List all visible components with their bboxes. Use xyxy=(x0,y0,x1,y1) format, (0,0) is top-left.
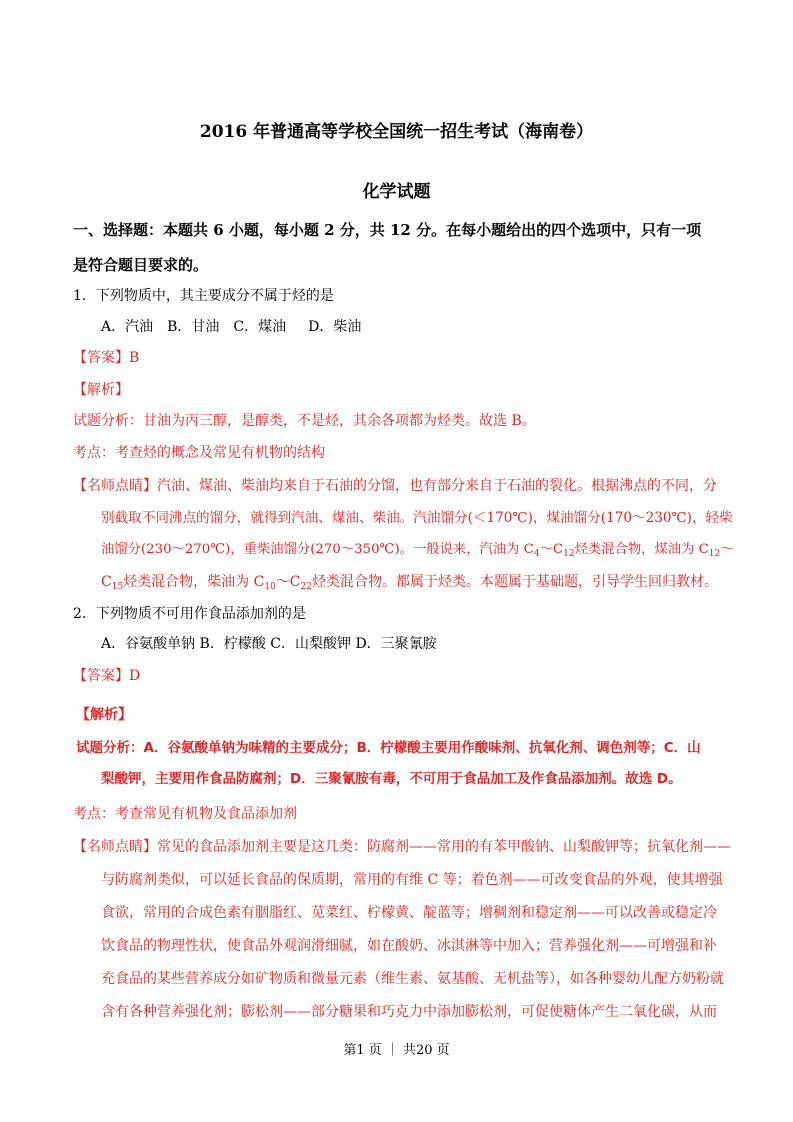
question-2-stem: 2．下列物质不可用作食品添加剂的是 xyxy=(73,606,306,622)
page-footer: 第1 页 ｜ 共20 页 xyxy=(343,1043,450,1058)
section-heading-line1: 一、选择题：本题共 6 小题，每小题 2 分，共 12 分。在每小题给出的四个选项中，只有一项 xyxy=(73,221,702,239)
option-c: C．煤油 xyxy=(233,319,287,335)
tip-label: 【名师点睛】 xyxy=(73,839,157,855)
question-1-options xyxy=(101,317,375,337)
question-2-tip-line5: 充食品的某些营养成分如矿物质和微量元素（维生素、氨基酸、无机盐等），如各种婴幼儿配方奶粉就 xyxy=(101,971,724,987)
section-heading-line2: 是符合题目要求的。 xyxy=(73,256,209,274)
question-1-point: 考点：考查烃的概念及常见有机物的结构 xyxy=(73,445,325,461)
question-2-point: 考点：考查常见有机物及食品添加剂 xyxy=(73,806,297,822)
question-2-tip-line3: 食欲，常用的合成色素有胭脂红、苋菜红、柠檬黄、靛蓝等；增稠剂和稳定剂——可以改善或稳定冷 xyxy=(101,905,717,921)
question-1-analysis: 试题分析：甘油为丙三醇，是醇类，不是烃，其余各项都为烃类。故选 B。 xyxy=(73,413,536,429)
page-subtitle: 化学试题 xyxy=(362,182,431,202)
question-2-tip-line4: 饮食品的物理性状，使食品外观润滑细腻，如在酸奶、冰淇淋等中加入；营养强化剂——可增强和补 xyxy=(101,938,717,954)
question-1-tip-line2: 别截取不同沸点的馏分，就得到汽油、煤油、柴油。汽油馏分(＜170℃)，煤油馏分(170～230℃)，轻柴 xyxy=(101,510,733,526)
question-2-tip-line1: 【名师点睛】常见的食品添加剂主要是这几类：防腐剂——常用的有苯甲酸钠、山梨酸钾等；抗氧化剂—— xyxy=(73,839,731,855)
tip-label: 【名师点睛】 xyxy=(73,478,157,494)
question-1-tip-line3: 油馏分(230～270℃)，重柴油馏分(270～350℃)。一般说来，汽油为 $C_4\sim C_{12}$烃类混合物，煤油为 $C_{12}\sim$ xyxy=(101,542,734,559)
question-2-tip-line2: 与防腐剂类似，可以延长食品的保质期，常用的有维 C 等；着色剂——可改变食品的外观，使其增强 xyxy=(101,872,723,888)
question-1-tip-line4: $C_{15}$烃类混合物，柴油为 $C_{10}\sim C_{22}$烃类混合物。都属于烃类。本题属于基础题，引导学生回归教材。 xyxy=(101,574,718,592)
question-2-analysis-line2: 梨酸钾，主要用作食品防腐剂；D．三聚氰胺有毒，不可用于食品加工及作食品添加剂。故选 D。 xyxy=(101,771,682,787)
question-2-options: A．谷氨酸单钠 B．柠檬酸 C．山梨酸钾 D．三聚氰胺 xyxy=(101,636,437,652)
page-title: 2016 年普通高等学校全国统一招生考试（海南卷） xyxy=(199,122,594,142)
question-1-analysis-label: 【解析】 xyxy=(73,382,129,398)
question-2-analysis-line1: 试题分析：A．谷氨酸单钠为味精的主要成分；B．柠檬酸主要用作酸味剂、抗氧化剂、调色剂等；C．山 xyxy=(76,740,701,756)
option-b: B．甘油 xyxy=(167,319,220,335)
question-2-tip-line6: 含有各种营养强化剂；膨松剂——部分糖果和巧克力中添加膨松剂，可促使糖体产生二氧化碳，从而 xyxy=(101,1004,717,1020)
question-2-answer: 【答案】D xyxy=(73,668,141,684)
question-1-answer: 【答案】B xyxy=(73,350,140,366)
question-1-tip-line1: 【名师点睛】汽油、煤油、柴油均来自于石油的分馏，也有部分来自于石油的裂化。根据沸点的不同，分 xyxy=(73,478,717,494)
option-d: D．柴油 xyxy=(308,319,362,335)
option-a: A．汽油 xyxy=(101,319,154,335)
question-2-analysis-label: 【解析】 xyxy=(76,707,132,723)
question-1-stem: 1．下列物质中，其主要成分不属于烃的是 xyxy=(73,288,334,304)
